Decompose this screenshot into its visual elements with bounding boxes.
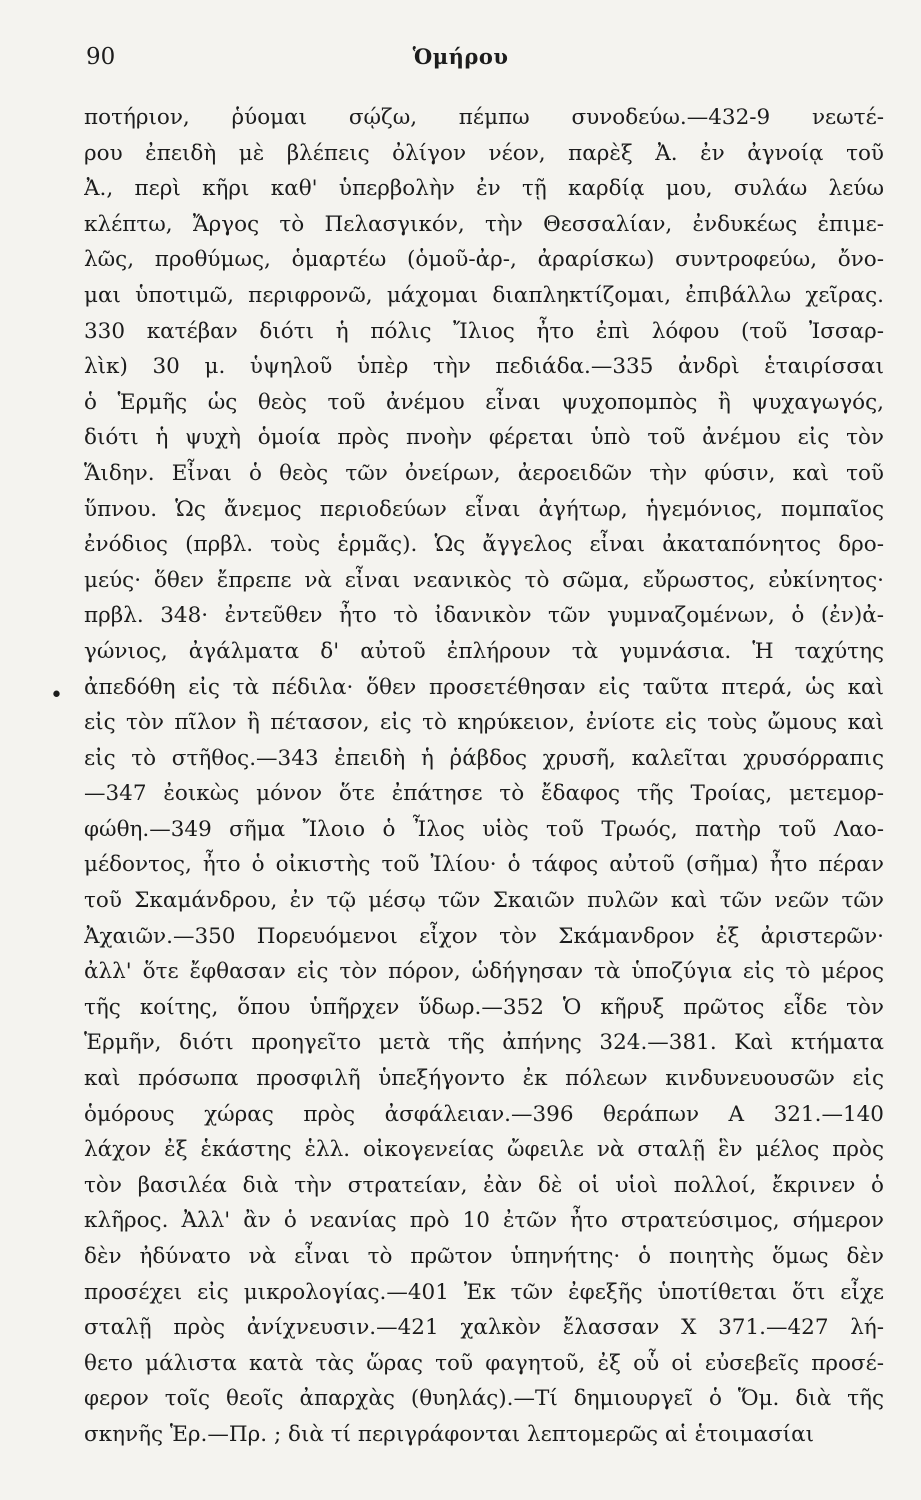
text-line: δὲν ἠδύνατο νὰ εἶναι τὸ πρῶτον ὑπηνήτης· ὁ ποιητὴς ὅμως δὲν: [84, 1244, 884, 1269]
text-line: ποτήριον, ῥύομαι σῴζω, πέμπω συνοδεύω.—432-9 νεωτέ-: [84, 105, 884, 130]
text-line: καὶ πρόσωπα προσφιλῆ ὑπεξήγοντο ἐκ πόλεων κινδυνευουσῶν εἰς: [84, 1066, 884, 1092]
text-line: λάχον ἐξ ἑκάστης ἑλλ. οἰκογενείας ὤφειλε νὰ σταλῇ ἓν μέλος πρὸς: [84, 1137, 884, 1163]
text-line: φώθη.—349 σῆμα Ἴλοιο ὁ Ἶλος υἱὸς τοῦ Τρωός, πατὴρ τοῦ Λαο-: [84, 816, 884, 842]
text-line: Ἅιδην. Εἶναι ὁ θεὸς τῶν ὀνείρων, ἀεροειδῶν τὴν φύσιν, καὶ τοῦ: [84, 460, 884, 486]
margin-mark: •: [50, 683, 63, 708]
text-line: ρου ἐπειδὴ μὲ βλέπεις ὀλίγον νέον, παρὲξ Ἀ. ἐν ἀγνοίᾳ τοῦ: [84, 140, 884, 166]
text-line: Ἀ., περὶ κῆρι καθ' ὑπερβολὴν ἐν τῇ καρδίᾳ μου, συλάω λεύω: [84, 176, 884, 202]
text-line: ἐνόδιος (πρβλ. τοὺς ἑρμᾶς). Ὡς ἄγγελος εἶναι ἀκαταπόνητος δρο-: [84, 532, 884, 558]
text-line: κλέπτω, Ἄργος τὸ Πελασγικόν, τὴν Θεσσαλίαν, ἐνδυκέως ἐπιμε-: [84, 211, 884, 237]
text-line: τῆς κοίτης, ὅπου ὑπῆρχεν ὕδωρ.—352 Ὁ κῆρυξ πρῶτος εἶδε τὸν: [84, 994, 884, 1020]
text-line: μεύς· ὅθεν ἔπρεπε νὰ εἶναι νεανικὸς τὸ σῶμα, εὔρωστος, εὐκίνητος·: [84, 567, 884, 593]
text-line: εἰς τὸ στῆθος.—343 ἐπειδὴ ἡ ῥάβδος χρυσῆ, καλεῖται χρυσόρραπις: [84, 745, 884, 771]
text-line: τοῦ Σκαμάνδρου, ἐν τῷ μέσῳ τῶν Σκαιῶν πυλῶν καὶ τῶν νεῶν τῶν: [84, 888, 884, 914]
text-line: διότι ἡ ψυχὴ ὁμοία πρὸς πνοὴν φέρεται ὑπὸ τοῦ ἀνέμου εἰς τὸν: [84, 425, 884, 451]
text-line: ἀλλ' ὅτε ἔφθασαν εἰς τὸν πόρον, ὡδήγησαν τὰ ὑποζύγια εἰς τὸ μέρος: [84, 959, 884, 985]
text-line: εἰς τὸν πῖλον ἢ πέτασον, εἰς τὸ κηρύκειον, ἐνίοτε εἰς τοὺς ὤμους καὶ: [84, 710, 884, 736]
text-line: —347 ἐοικὼς μόνον ὅτε ἐπάτησε τὸ ἔδαφος τῆς Τροίας, μετεμορ-: [84, 781, 884, 807]
text-line: σταλῇ πρὸς ἀνίχνευσιν.—421 χαλκὸν ἔλασσαν Χ 371.—427 λή-: [84, 1315, 884, 1341]
text-line: Ἑρμῆν, διότι προηγεῖτο μετὰ τῆς ἀπήνης 324.—381. Καὶ κτήματα: [84, 1030, 884, 1056]
page-header: [0, 44, 921, 80]
text-line: θετο μάλιστα κατὰ τὰς ὥρας τοῦ φαγητοῦ, ἐξ οὗ οἱ εὐσεβεῖς προσέ-: [84, 1350, 884, 1376]
text-line: ὁμόρους χώρας πρὸς ἀσφάλειαν.—396 θεράπων Α 321.—140: [84, 1101, 884, 1127]
commentary-text: [84, 100, 884, 1453]
text-line: μαι ὑποτιμῶ, περιφρονῶ, μάχομαι διαπληκτίζομαι, ἐπιβάλλω χεῖρας.: [84, 282, 884, 308]
text-line: προσέχει εἰς μικρολογίας.—401 Ἐκ τῶν ἐφεξῆς ὑποτίθεται ὅτι εἶχε: [84, 1279, 884, 1305]
text-line: ὁ Ἑρμῆς ὡς θεὸς τοῦ ἀνέμου εἶναι ψυχοπομπὸς ἢ ψυχαγωγός,: [84, 389, 884, 415]
text-line: τὸν βασιλέα διὰ τὴν στρατείαν, ἐὰν δὲ οἱ υἱοὶ πολλοί, ἔκρινεν ὁ: [84, 1172, 884, 1198]
text-line: πρβλ. 348· ἐντεῦθεν ἦτο τὸ ἰδανικὸν τῶν γυμναζομένων, ὁ (ἐν)ἀ-: [84, 603, 884, 629]
text-line: μέδοντος, ἦτο ὁ οἰκιστὴς τοῦ Ἰλίου· ὁ τάφος αὐτοῦ (σῆμα) ἦτο πέραν: [84, 852, 884, 878]
text-line: φερον τοῖς θεοῖς ἀπαρχὰς (θυηλάς).—Τί δημιουργεῖ ὁ Ὅμ. διὰ τῆς: [84, 1386, 884, 1412]
text-line: ἀπεδόθη εἰς τὰ πέδιλα· ὅθεν προσετέθησαν εἰς ταῦτα πτερά, ὡς καὶ: [84, 674, 884, 700]
text-line: λὶκ) 30 μ. ὑψηλοῦ ὑπὲρ τὴν πεδιάδα.—335 ἀνδρὶ ἑταιρίσσαι: [84, 354, 884, 380]
page-number: 90: [86, 44, 116, 70]
text-line: 330 κατέβαν διότι ἡ πόλις Ἴλιος ἦτο ἐπὶ λόφου (τοῦ Ἰσσαρ-: [84, 318, 884, 344]
text-line: λῶς, προθύμως, ὁμαρτέω (ὁμοῦ-ἀρ-, ἀραρίσκω) συντροφεύω, ὄνο-: [84, 247, 884, 273]
text-line: κλῆρος. Ἀλλ' ἂν ὁ νεανίας πρὸ 10 ἐτῶν ἦτο στρατεύσιμος, σήμερον: [84, 1208, 884, 1234]
text-line: γώνιος, ἀγάλματα δ' αὐτοῦ ἐπλήρουν τὰ γυμνάσια. Ἡ ταχύτης: [84, 638, 884, 664]
text-line: ὕπνου. Ὡς ἄνεμος περιοδεύων εἶναι ἀγήτωρ, ἡγεμόνιος, πομπαῖος: [84, 496, 884, 522]
text-line: σκηνῆς Ἑρ.—Πρ. ; διὰ τί περιγράφονται λεπτομερῶς αἱ ἑτοιμασίαι: [84, 1421, 815, 1447]
text-line: Ἀχαιῶν.—350 Πορευόμενοι εἶχον τὸν Σκάμανδρον ἐξ ἀριστερῶν·: [84, 923, 884, 949]
running-title: Ὁμήρου: [412, 44, 509, 69]
